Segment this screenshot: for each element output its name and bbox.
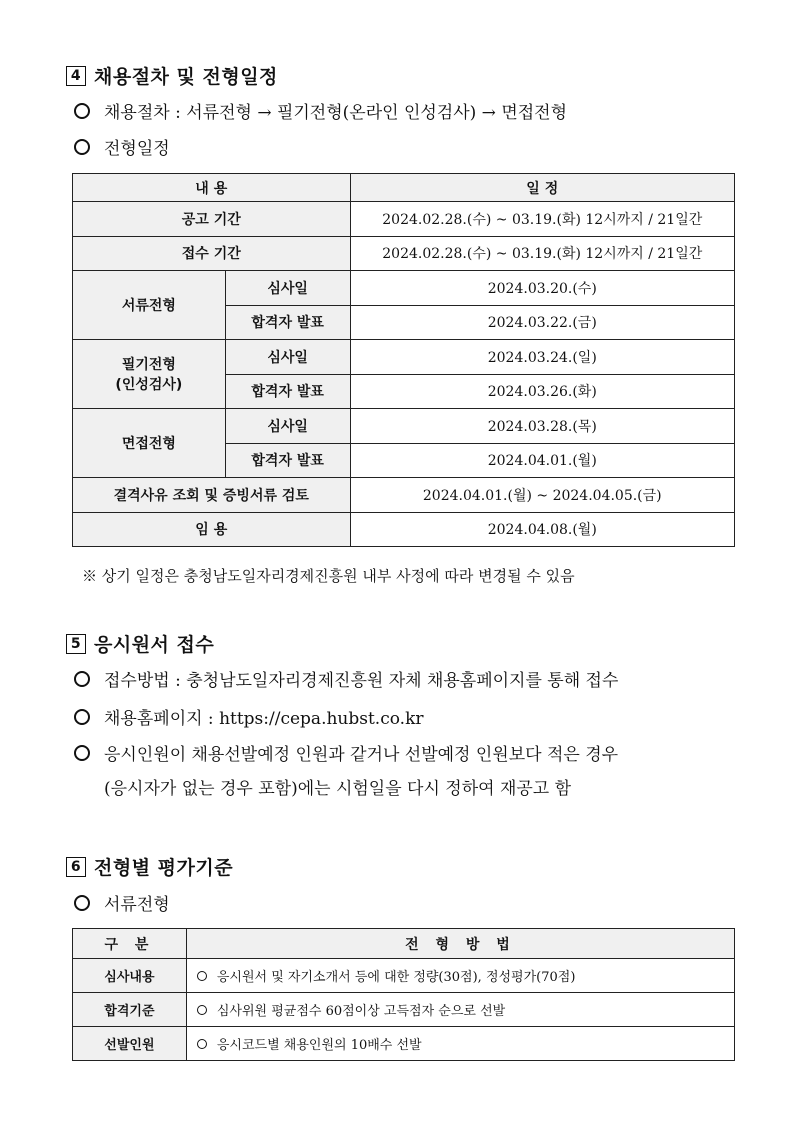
row-label-line1: 필기전형 — [121, 357, 176, 373]
sub-label: 심사일 — [225, 409, 350, 444]
list-item — [74, 666, 618, 691]
circle-bullet-icon — [74, 139, 90, 155]
row-value: 2024.04.08.(월) — [350, 512, 734, 547]
row-label: 선발인원 — [73, 1027, 187, 1061]
row-desc — [186, 959, 734, 993]
header-method: 전 형 방 법 — [186, 929, 734, 959]
row-label: 공고 기간 — [73, 202, 351, 237]
table-header-row — [73, 929, 735, 959]
circle-bullet-icon — [74, 671, 90, 687]
table-row — [73, 512, 735, 547]
section4-title — [66, 62, 278, 89]
row-value: 2024.03.20.(수) — [350, 271, 734, 306]
circle-bullet-icon — [74, 745, 90, 761]
section5-title — [66, 630, 214, 657]
row-label: 접수 기간 — [73, 236, 351, 271]
row-value: 2024.02.28.(수) ~ 03.19.(화) 12시까지 / 21일간 — [350, 202, 734, 237]
row-value: 2024.03.22.(금) — [350, 305, 734, 340]
row-desc-text: 응시원서 및 자기소개서 등에 대한 정량(30점), 정성평가(70점) — [216, 970, 576, 985]
schedule-note: ※ 상기 일정은 충청남도일자리경제진흥원 내부 사정에 따라 변경될 수 있음 — [82, 567, 575, 585]
header-schedule: 일 정 — [350, 174, 734, 202]
row-value: 2024.03.26.(화) — [350, 374, 734, 409]
table-row — [73, 236, 735, 271]
row-label-line2: (인성검사) — [115, 377, 183, 393]
section4-title-text: 채용절차 및 전형일정 — [94, 66, 278, 88]
table-row — [73, 409, 735, 444]
list-item — [74, 704, 424, 729]
row-value: 2024.02.28.(수) ~ 03.19.(화) 12시까지 / 21일간 — [350, 236, 734, 271]
section5-title-text: 응시원서 접수 — [94, 634, 215, 656]
row-desc — [186, 993, 734, 1027]
header-category: 구 분 — [73, 929, 187, 959]
procedure-line — [74, 98, 567, 123]
section6-number: 6 — [66, 857, 86, 877]
sub-label: 합격자 발표 — [225, 305, 350, 340]
schedule-label: 전형일정 — [104, 139, 170, 159]
row-label: 합격기준 — [73, 993, 187, 1027]
row-label: 임 용 — [73, 512, 351, 547]
row-desc-text: 응시코드별 채용인원의 10배수 선발 — [216, 1038, 422, 1053]
section6-title-text: 전형별 평가기준 — [94, 857, 234, 879]
procedure-text: 채용절차 : 서류전형 → 필기전형(온라인 인성검사) → 면접전형 — [104, 103, 568, 123]
section4-number: 4 — [66, 66, 86, 86]
sub-label: 합격자 발표 — [225, 374, 350, 409]
row-desc-text: 심사위원 평균점수 60점이상 고득점자 순으로 선발 — [216, 1004, 506, 1019]
circle-bullet-icon — [74, 103, 90, 119]
table-row — [73, 340, 735, 375]
schedule-table — [72, 173, 735, 547]
section5-number: 5 — [66, 634, 86, 654]
sub-label: 심사일 — [225, 271, 350, 306]
row-label — [73, 340, 226, 409]
reannounce-text: 응시인원이 채용선발예정 인원과 같거나 선발예정 인원보다 적은 경우 — [104, 745, 619, 765]
row-desc — [186, 1027, 734, 1061]
row-label: 심사내용 — [73, 959, 187, 993]
list-item — [74, 740, 618, 765]
row-value: 2024.04.01.(월) ~ 2024.04.05.(금) — [350, 478, 734, 513]
table-row — [73, 993, 735, 1027]
homepage-text: 채용홈페이지 : https://cepa.hubst.co.kr — [104, 709, 424, 729]
circle-bullet-icon — [197, 1005, 207, 1015]
row-label: 서류전형 — [73, 271, 226, 340]
table-row — [73, 959, 735, 993]
circle-bullet-icon — [197, 971, 207, 981]
sub-label: 합격자 발표 — [225, 443, 350, 478]
sub-label: 심사일 — [225, 340, 350, 375]
circle-bullet-icon — [74, 709, 90, 725]
row-label: 결격사유 조회 및 증빙서류 검토 — [73, 478, 351, 513]
row-label: 면접전형 — [73, 409, 226, 478]
schedule-label-line — [74, 134, 170, 159]
circle-bullet-icon — [197, 1039, 207, 1049]
doc-screening-label: 서류전형 — [104, 895, 170, 915]
header-content: 내 용 — [73, 174, 351, 202]
section6-title — [66, 853, 233, 880]
table-row — [73, 202, 735, 237]
table-row — [73, 1027, 735, 1061]
table-row — [73, 478, 735, 513]
row-value: 2024.04.01.(월) — [350, 443, 734, 478]
table-header-row — [73, 174, 735, 202]
doc-screening-line — [74, 890, 170, 915]
table-row — [73, 271, 735, 306]
row-value: 2024.03.24.(일) — [350, 340, 734, 375]
criteria-table — [72, 928, 735, 1061]
circle-bullet-icon — [74, 895, 90, 911]
reannounce-continuation: (응시자가 없는 경우 포함)에는 시험일을 다시 정하여 재공고 함 — [104, 779, 572, 799]
receipt-method-text: 접수방법 : 충청남도일자리경제진흥원 자체 채용홈페이지를 통해 접수 — [104, 671, 619, 691]
row-value: 2024.03.28.(목) — [350, 409, 734, 444]
